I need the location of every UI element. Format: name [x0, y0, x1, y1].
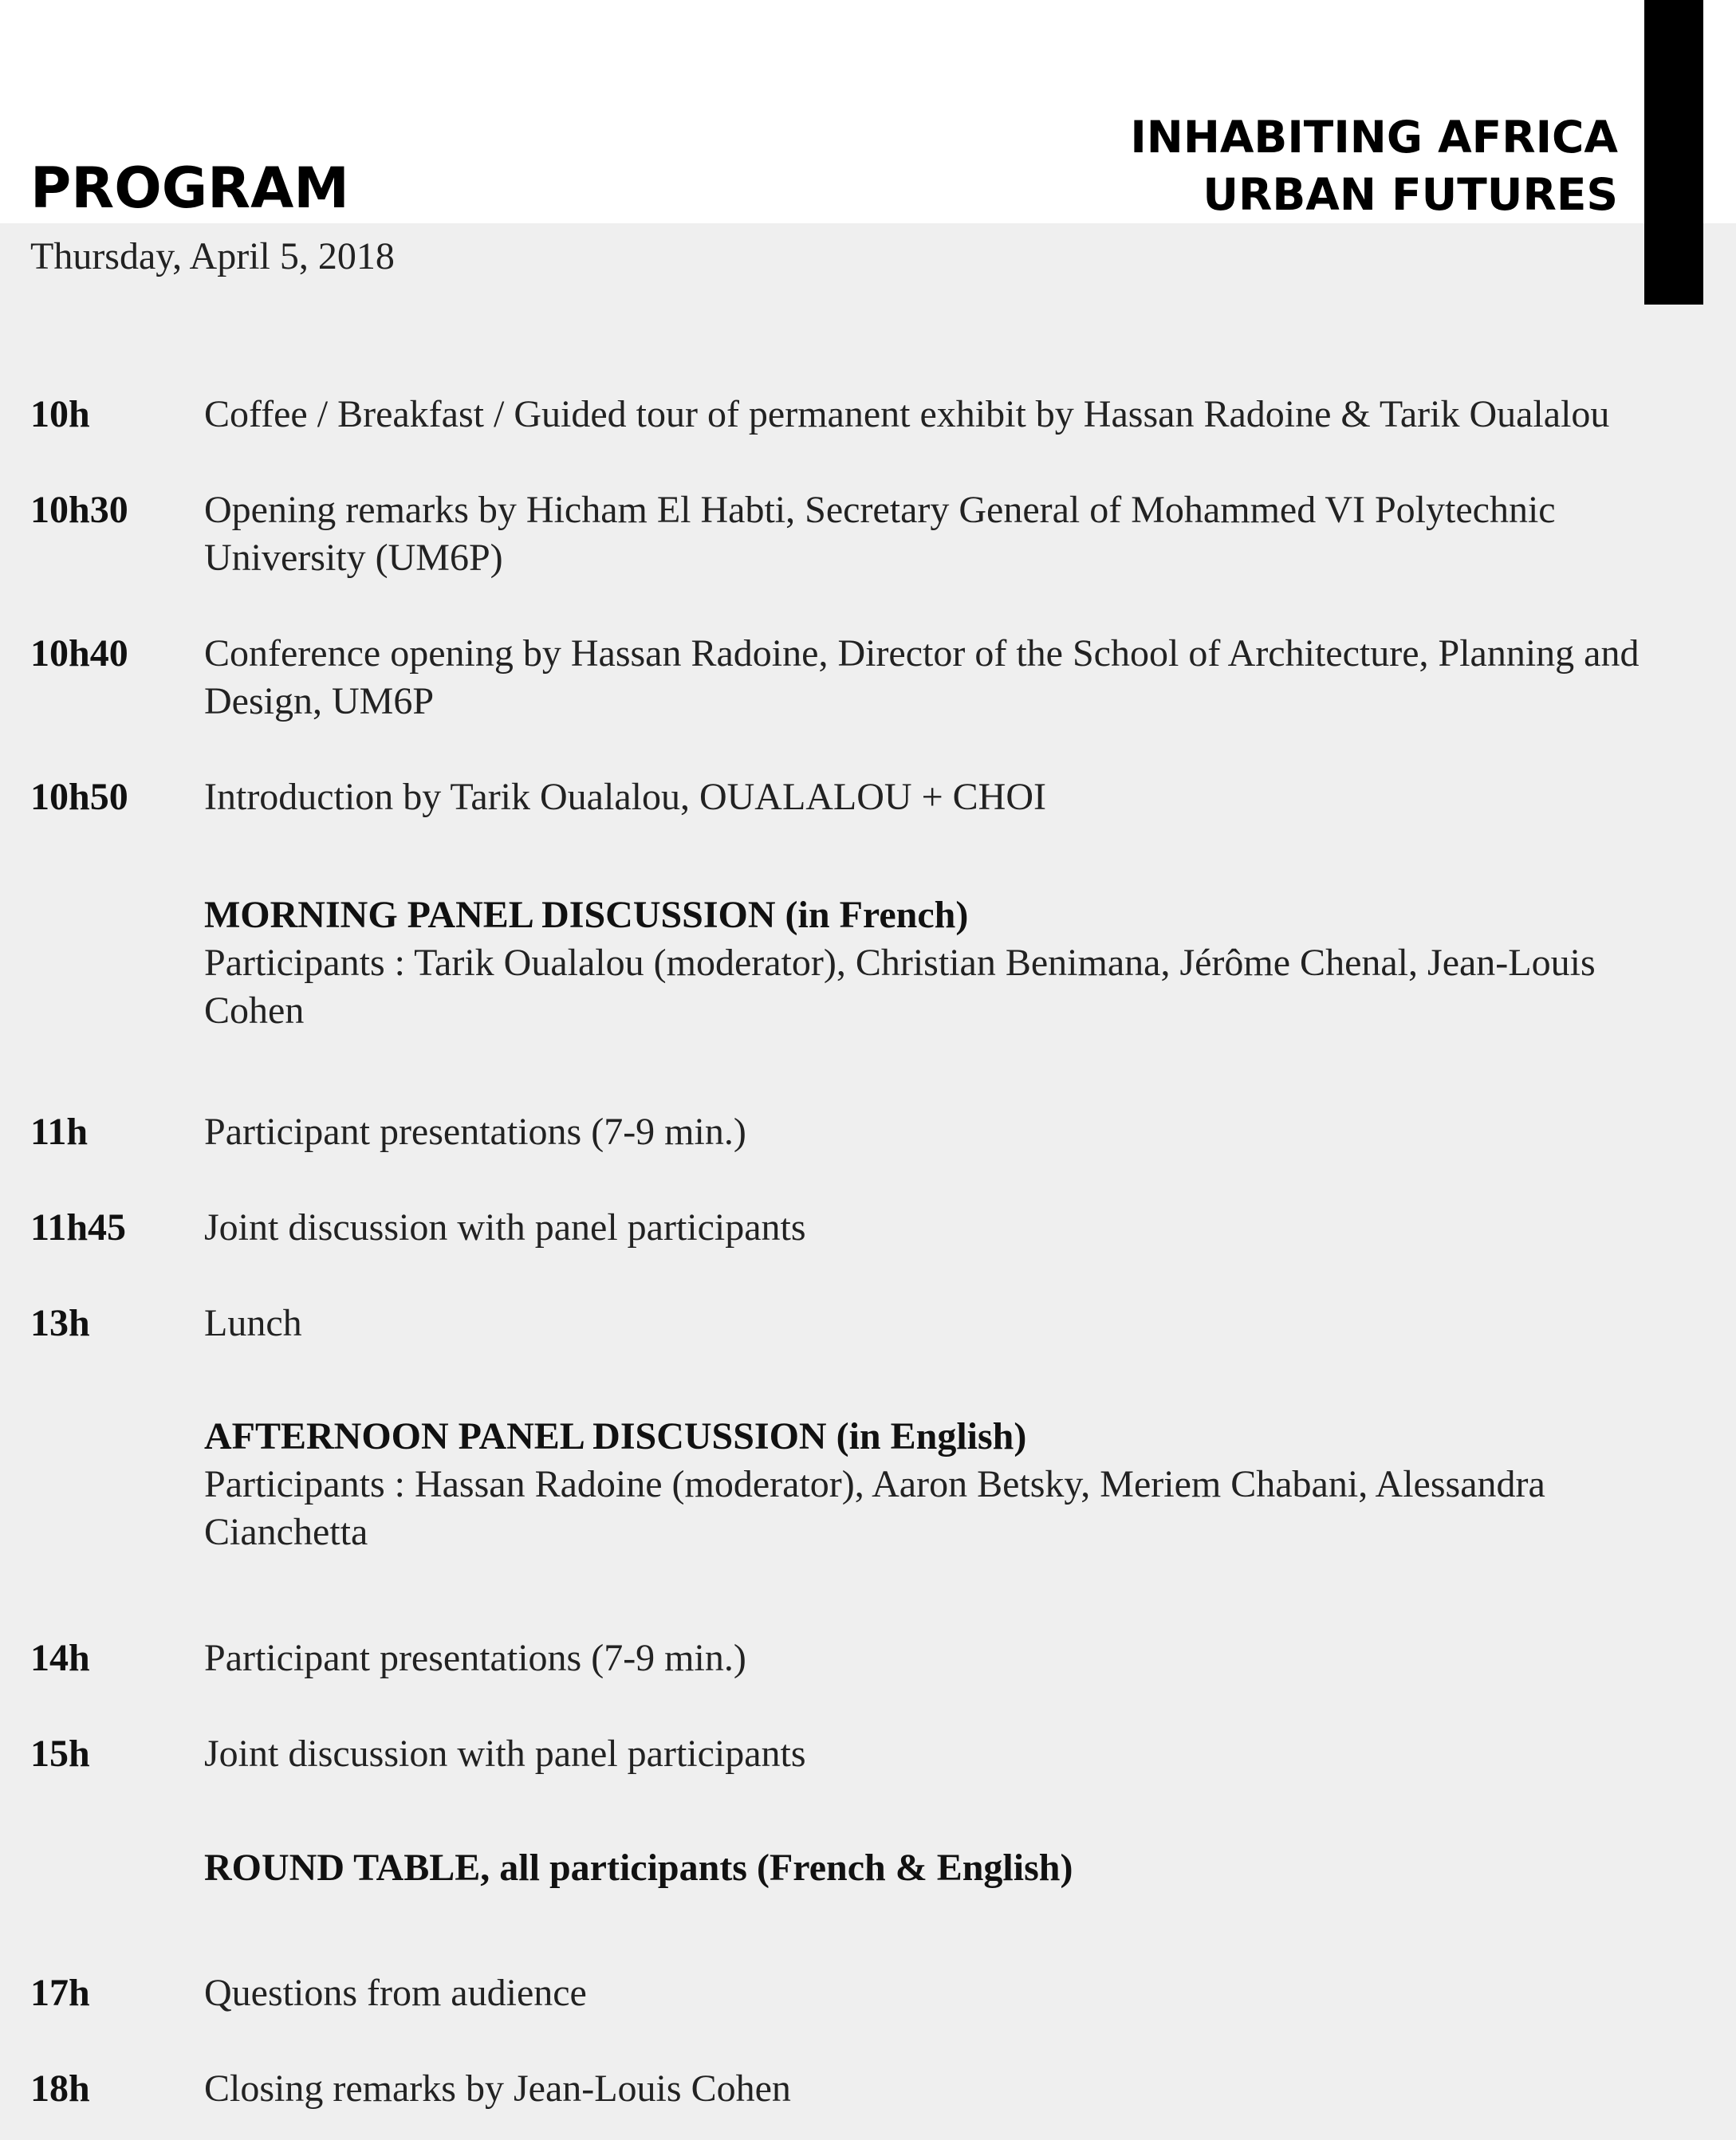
schedule-text: Closing remarks by Jean-Louis Cohen — [204, 2067, 791, 2110]
round-table-heading: ROUND TABLE, all participants (French & English) — [204, 1847, 1073, 1889]
schedule-text: Joint discussion with panel participants — [204, 1206, 806, 1249]
schedule-time: 18h — [30, 2067, 90, 2110]
morning-panel-heading: MORNING PANEL DISCUSSION (in French) — [204, 894, 969, 936]
schedule-time: 10h40 — [30, 632, 128, 675]
schedule-time: 10h50 — [30, 776, 128, 818]
schedule-text: Introduction by Tarik Oualalou, OUALALOU + CHOI — [204, 776, 1046, 818]
event-title-line2: URBAN FUTURES — [1203, 169, 1618, 220]
afternoon-panel-heading: AFTERNOON PANEL DISCUSSION (in English) — [204, 1415, 1027, 1457]
program-date: Thursday, April 5, 2018 — [30, 235, 395, 277]
schedule-time: 13h — [30, 1302, 90, 1344]
schedule-text: Participant presentations (7-9 min.) — [204, 1111, 746, 1153]
page-title: PROGRAM — [30, 155, 349, 221]
event-title — [1130, 108, 1618, 223]
schedule-text: Conference opening by Hassan Radoine, Director of the School of Architecture, Planning and Design, UM6P — [204, 632, 1640, 722]
schedule-time: 11h45 — [30, 1206, 127, 1249]
schedule-time: 17h — [30, 1972, 90, 2014]
schedule-time: 10h30 — [30, 489, 128, 531]
schedule-time: 11h — [30, 1111, 89, 1153]
schedule-text: Joint discussion with panel participants — [204, 1733, 806, 1775]
decorative-bar — [1644, 0, 1703, 305]
schedule-text: Participant presentations (7-9 min.) — [204, 1637, 746, 1679]
schedule-time: 10h — [30, 393, 90, 435]
schedule-text: Questions from audience — [204, 1972, 587, 2014]
event-title-line1: INHABITING AFRICA — [1130, 112, 1618, 163]
morning-panel-section — [204, 891, 1687, 1035]
round-table-section — [204, 1844, 1687, 1892]
schedule-time: 14h — [30, 1637, 90, 1679]
schedule-text: Lunch — [204, 1302, 302, 1344]
schedule-time: 15h — [30, 1733, 90, 1775]
schedule-text: Opening remarks by Hicham El Habti, Secretary General of Mohammed VI Polytechnic University (UM6P) — [204, 489, 1556, 579]
morning-panel-participants: Participants : Tarik Oualalou (moderator), Christian Benimana, Jérôme Chenal, Jean-Louis Cohen — [204, 942, 1596, 1032]
afternoon-panel-participants: Participants : Hassan Radoine (moderator), Aaron Betsky, Meriem Chabani, Alessandra Cianchetta — [204, 1463, 1545, 1553]
schedule-text: Coffee / Breakfast / Guided tour of permanent exhibit by Hassan Radoine & Tarik Oualalou — [204, 393, 1610, 435]
afternoon-panel-section — [204, 1413, 1687, 1556]
